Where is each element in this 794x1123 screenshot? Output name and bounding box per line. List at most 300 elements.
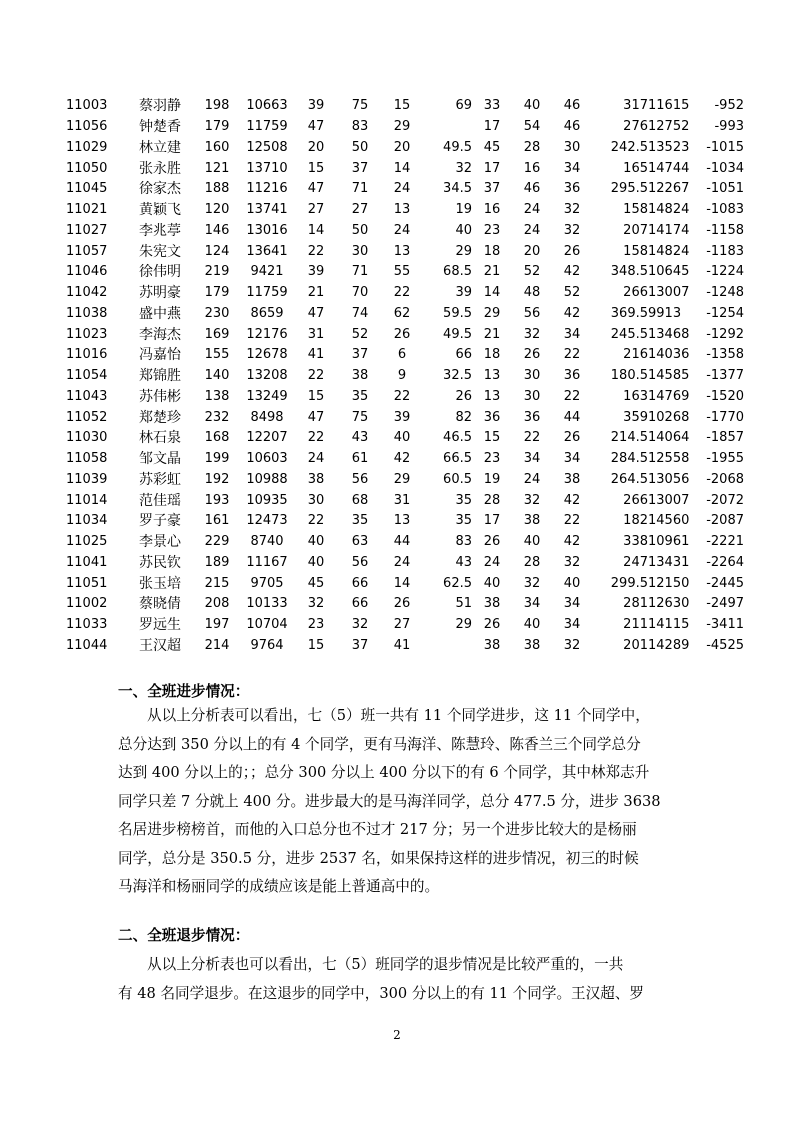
table-row (66, 615, 744, 636)
table-cell: 15 (307, 388, 325, 404)
page-number: 2 (393, 1028, 401, 1042)
table-row (66, 96, 744, 117)
table-cell: 219 (204, 264, 230, 280)
table-cell: 12267 (648, 181, 690, 197)
table-cell: 182 (623, 513, 648, 529)
section2-line: 从以上分析表也可以看出，七（5）班同学的退步情况是比较严重的，一共 (147, 956, 624, 973)
table-row (66, 304, 744, 325)
table-cell: 35 (351, 388, 369, 404)
table-cell: 216 (623, 347, 648, 363)
table-cell: 14174 (648, 222, 690, 238)
table-cell: 52 (351, 326, 369, 342)
table-cell: 11034 (66, 513, 108, 529)
table-cell: -2072 (706, 492, 744, 508)
table-cell: 199 (204, 451, 230, 467)
table-cell: 71 (351, 264, 369, 280)
table-cell: 45 (307, 575, 325, 591)
table-cell: 140 (204, 368, 230, 384)
table-cell: 18 (483, 347, 501, 363)
table-row (66, 449, 744, 470)
table-cell: 14064 (648, 430, 690, 446)
table-cell: 32 (455, 160, 472, 176)
table-cell: -1358 (706, 347, 744, 363)
table-cell: -2264 (706, 554, 744, 570)
table-cell: 71 (351, 181, 369, 197)
table-cell: 214.5 (610, 430, 648, 446)
table-cell: 11759 (246, 119, 288, 135)
table-cell: 林石泉 (139, 430, 181, 447)
table-cell: 李兆葶 (139, 222, 181, 239)
table-cell: 165 (623, 160, 648, 176)
table-cell: 44 (563, 409, 581, 425)
table-cell: 11027 (66, 222, 108, 238)
table-cell: 63 (351, 534, 369, 550)
table-cell: 13 (393, 243, 411, 259)
table-cell: 83 (351, 119, 369, 135)
table-cell: 32 (563, 554, 581, 570)
table-cell: 34 (563, 617, 581, 633)
table-cell: 苏民钦 (139, 554, 181, 571)
table-cell: 24 (523, 202, 541, 218)
table-cell: 62.5 (443, 575, 472, 591)
table-cell: 338 (623, 534, 648, 550)
table-cell: 苏明豪 (139, 285, 181, 302)
table-row (66, 553, 744, 574)
table-cell: -993 (714, 119, 744, 135)
table-row (66, 636, 744, 657)
table-cell: 14824 (648, 202, 690, 218)
table-cell: 15 (393, 98, 411, 114)
table-cell: 13431 (648, 554, 690, 570)
table-cell: 40 (307, 554, 325, 570)
table-cell: 50 (351, 139, 369, 155)
table-cell: 188 (204, 181, 230, 197)
table-cell: 34.5 (443, 181, 472, 197)
table-cell: 34 (563, 160, 581, 176)
table-cell: 155 (204, 347, 230, 363)
table-cell: 22 (393, 388, 411, 404)
table-cell: 36 (483, 409, 501, 425)
table-cell: 37 (351, 637, 369, 653)
table-cell: 32 (563, 202, 581, 218)
table-cell: 王汉超 (139, 637, 181, 654)
table-cell: 22 (563, 513, 581, 529)
table-cell: 14289 (648, 637, 690, 653)
table-cell: 11216 (246, 181, 288, 197)
table-cell: 40 (523, 98, 541, 114)
table-cell: 34 (563, 451, 581, 467)
table-cell: 13710 (246, 160, 288, 176)
table-cell: 罗远生 (139, 617, 181, 634)
table-cell: 37 (351, 160, 369, 176)
section1-line: 从以上分析表可以看出，七（5）班一共有 11 个同学进步，这 11 个同学中， (147, 707, 650, 724)
table-cell: 215 (204, 575, 230, 591)
table-cell: 11021 (66, 202, 108, 218)
table-row (66, 324, 744, 345)
table-cell: 27 (351, 202, 369, 218)
table-cell: 张玉培 (139, 575, 181, 592)
section1-line: 总分达到 350 分以上的有 4 个同学，更有马海洋、陈慧玲、陈香兰三个同学总分 (118, 735, 641, 753)
table-cell: -1183 (706, 243, 744, 259)
table-cell: 22 (307, 513, 325, 529)
table-cell: 13249 (246, 388, 288, 404)
table-cell: 8498 (250, 409, 284, 425)
table-cell: 42 (563, 492, 581, 508)
table-cell: 11056 (66, 119, 108, 135)
table-cell: 55 (393, 264, 411, 280)
table-cell: 13056 (648, 471, 690, 487)
table-cell: 40 (307, 534, 325, 550)
table-cell: 47 (307, 409, 325, 425)
section2-paragraph (118, 951, 678, 1008)
table-cell: 11016 (66, 347, 108, 363)
table-cell: 12473 (246, 513, 288, 529)
table-cell: 23 (307, 617, 325, 633)
table-cell: 13208 (246, 368, 288, 384)
table-cell: 43 (455, 554, 472, 570)
table-cell: 264.5 (610, 471, 648, 487)
table-cell: -1770 (706, 409, 744, 425)
table-cell: 32 (307, 596, 325, 612)
table-cell: 13741 (246, 202, 288, 218)
table-cell: 47 (307, 119, 325, 135)
table-cell: 21 (483, 264, 501, 280)
table-cell: -1377 (706, 368, 744, 384)
table-cell: 13523 (648, 139, 690, 155)
table-cell: 46.5 (443, 430, 472, 446)
table-cell: 27 (307, 202, 325, 218)
table-cell: 317 (623, 98, 648, 114)
table-cell: 28 (483, 492, 501, 508)
table-cell: 14 (483, 285, 501, 301)
table-cell: 160 (204, 139, 230, 155)
table-cell: 242.5 (610, 139, 648, 155)
table-cell: 35 (455, 513, 472, 529)
table-cell: -2221 (706, 534, 744, 550)
table-cell: 41 (393, 637, 411, 653)
table-cell: 180.5 (610, 368, 648, 384)
table-cell: 38 (483, 637, 501, 653)
table-cell: 39 (307, 98, 325, 114)
table-cell: 14560 (648, 513, 690, 529)
table-cell: 14769 (648, 388, 690, 404)
table-cell: 34 (563, 326, 581, 342)
table-cell: 83 (455, 534, 472, 550)
table-cell: 14824 (648, 243, 690, 259)
table-cell: 苏彩虹 (139, 471, 181, 488)
table-cell: 11050 (66, 160, 108, 176)
table-cell: 15 (483, 430, 501, 446)
table-cell: 14 (307, 222, 325, 238)
table-cell: 盛中燕 (139, 305, 181, 322)
table-cell: 21 (483, 326, 501, 342)
score-table-body (66, 96, 744, 656)
table-cell: 69 (455, 98, 472, 114)
table-cell: 214 (204, 637, 230, 653)
table-cell: 284.5 (610, 451, 648, 467)
table-cell: 51 (455, 596, 472, 612)
table-row (66, 200, 744, 221)
table-cell: 徐家杰 (139, 181, 181, 198)
table-cell: 11039 (66, 471, 108, 487)
table-cell: 11167 (246, 554, 288, 570)
table-cell: 179 (204, 285, 230, 301)
table-cell: 11044 (66, 637, 108, 653)
table-cell: 10663 (246, 98, 288, 114)
table-cell: 冯嘉怡 (139, 347, 181, 364)
table-cell: 17 (483, 160, 501, 176)
table-row (66, 221, 744, 242)
table-cell: 26 (563, 243, 581, 259)
table-cell: 35 (455, 492, 472, 508)
table-cell: 13 (393, 513, 411, 529)
table-cell: 281 (623, 596, 648, 612)
table-cell: 49.5 (443, 326, 472, 342)
table-cell: -1520 (706, 388, 744, 404)
table-cell: 11025 (66, 534, 108, 550)
table-cell: 230 (204, 305, 230, 321)
table-cell: -2068 (706, 471, 744, 487)
table-cell: 14585 (648, 368, 690, 384)
table-cell: 163 (623, 388, 648, 404)
table-cell: 21 (307, 285, 325, 301)
table-cell: 52 (563, 285, 581, 301)
table-cell: 罗子豪 (139, 513, 181, 530)
table-cell: 黄颖飞 (139, 202, 181, 219)
table-cell: 56 (351, 554, 369, 570)
table-cell: 24 (523, 222, 541, 238)
table-cell: 120 (204, 202, 230, 218)
table-cell: 32 (563, 637, 581, 653)
table-cell: 34 (523, 451, 541, 467)
table-cell: 10268 (648, 409, 690, 425)
table-cell: 24 (523, 471, 541, 487)
table-cell: 43 (351, 430, 369, 446)
table-cell: 31 (393, 492, 411, 508)
table-cell: 8659 (250, 305, 284, 321)
table-row (66, 262, 744, 283)
table-cell: 张永胜 (139, 160, 181, 177)
table-cell: 11042 (66, 285, 108, 301)
table-cell: 14036 (648, 347, 690, 363)
table-cell: 16 (523, 160, 541, 176)
table-cell: 47 (307, 181, 325, 197)
table-cell: 56 (351, 471, 369, 487)
table-cell: 179 (204, 119, 230, 135)
table-cell: 28 (523, 139, 541, 155)
table-cell: 26 (455, 388, 472, 404)
table-cell: 201 (623, 637, 648, 653)
table-cell: 26 (393, 596, 411, 612)
table-cell: 232 (204, 409, 230, 425)
table-cell: 蔡羽静 (139, 98, 181, 115)
table-cell: 68.5 (443, 264, 472, 280)
table-cell: 30 (307, 492, 325, 508)
table-cell: 30 (523, 388, 541, 404)
table-cell: 9913 (648, 305, 682, 321)
table-row (66, 532, 744, 553)
table-cell: -2087 (706, 513, 744, 529)
table-cell: 11043 (66, 388, 108, 404)
table-cell: 70 (351, 285, 369, 301)
table-cell: 40 (483, 575, 501, 591)
table-cell: 158 (623, 243, 648, 259)
table-cell: 13 (483, 368, 501, 384)
table-cell: 39 (307, 264, 325, 280)
table-cell: 41 (307, 347, 325, 363)
table-cell: 38 (351, 368, 369, 384)
table-cell: 20 (393, 139, 411, 155)
table-cell: -952 (714, 98, 744, 114)
table-cell: 13468 (648, 326, 690, 342)
section2-heading: 二、全班退步情况： (118, 927, 250, 944)
table-cell: 11023 (66, 326, 108, 342)
table-cell: 40 (523, 534, 541, 550)
table-cell: 47 (307, 305, 325, 321)
table-cell: 66 (455, 347, 472, 363)
table-cell: 276 (623, 119, 648, 135)
table-cell: 26 (483, 534, 501, 550)
table-cell: 37 (483, 181, 501, 197)
table-cell: 75 (351, 409, 369, 425)
score-table (66, 96, 744, 656)
table-cell: 徐伟明 (139, 264, 181, 281)
table-cell: 40 (563, 575, 581, 591)
table-cell: 13 (483, 388, 501, 404)
table-cell: 11045 (66, 181, 108, 197)
table-cell: 40 (393, 430, 411, 446)
table-cell: 郑楚珍 (139, 409, 181, 426)
table-cell: 11759 (246, 285, 288, 301)
table-cell: 29 (393, 471, 411, 487)
table-cell: -1158 (706, 222, 744, 238)
table-cell: 27 (393, 617, 411, 633)
table-cell: 22 (307, 243, 325, 259)
table-cell: 207 (623, 222, 648, 238)
table-cell: 10988 (246, 471, 288, 487)
table-cell: 11051 (66, 575, 108, 591)
table-cell: -1857 (706, 430, 744, 446)
table-cell: 11052 (66, 409, 108, 425)
table-cell: 61 (351, 451, 369, 467)
table-cell: 13007 (648, 285, 690, 301)
table-cell: 266 (623, 492, 648, 508)
table-cell: 9421 (250, 264, 284, 280)
table-cell: 11030 (66, 430, 108, 446)
table-cell: 197 (204, 617, 230, 633)
table-cell: 11057 (66, 243, 108, 259)
table-cell: 60.5 (443, 471, 472, 487)
table-cell: 22 (563, 388, 581, 404)
table-cell: 34 (563, 596, 581, 612)
table-cell: 46 (563, 98, 581, 114)
table-cell: 11615 (648, 98, 690, 114)
table-cell: 11046 (66, 264, 108, 280)
table-cell: 23 (483, 451, 501, 467)
table-cell: 范佳瑶 (139, 492, 181, 509)
table-cell: -2445 (706, 575, 744, 591)
table-cell: 12630 (648, 596, 690, 612)
table-cell (422, 636, 472, 657)
table-cell (422, 117, 472, 138)
table-cell: 38 (483, 596, 501, 612)
section2-line: 有 48 名同学退步。在这退步的同学中，300 分以上的有 11 个同学。王汉超、罗 (118, 984, 645, 1002)
table-cell: 24 (393, 554, 411, 570)
table-row (66, 470, 744, 491)
table-cell: 13641 (246, 243, 288, 259)
table-cell: 12678 (246, 347, 288, 363)
table-cell: 14 (393, 160, 411, 176)
table-cell: 24 (307, 451, 325, 467)
table-row (66, 138, 744, 159)
table-row (66, 179, 744, 200)
table-cell: 19 (455, 202, 472, 218)
table-cell: 20 (523, 243, 541, 259)
table-cell: 12176 (246, 326, 288, 342)
table-cell: 229 (204, 534, 230, 550)
table-cell: 钟楚香 (139, 119, 181, 136)
table-cell: 11054 (66, 368, 108, 384)
table-cell: 49.5 (443, 139, 472, 155)
table-cell: 33 (483, 98, 501, 114)
table-cell: 林立建 (139, 139, 181, 156)
table-cell: -1015 (706, 139, 744, 155)
table-cell: 邹文晶 (139, 451, 181, 468)
section1-paragraph (118, 702, 678, 902)
table-cell: 29 (483, 305, 501, 321)
table-cell: 48 (523, 285, 541, 301)
table-cell: 23 (483, 222, 501, 238)
table-cell: 6 (397, 347, 407, 363)
table-cell: 169 (204, 326, 230, 342)
table-cell: -1248 (706, 285, 744, 301)
table-cell: 12150 (648, 575, 690, 591)
table-cell: 56 (523, 305, 541, 321)
table-cell: 38 (563, 471, 581, 487)
table-cell: -1051 (706, 181, 744, 197)
table-cell: 15 (307, 160, 325, 176)
table-cell: 16 (483, 202, 501, 218)
table-cell: 22 (393, 285, 411, 301)
table-cell: 29 (455, 617, 472, 633)
section1-line: 马海洋和杨丽同学的成绩应该是能上普通高中的。 (118, 878, 440, 895)
table-cell: 247 (623, 554, 648, 570)
table-cell: 11058 (66, 451, 108, 467)
table-cell: 38 (523, 513, 541, 529)
table-cell: 348.5 (610, 264, 648, 280)
table-cell: -1083 (706, 202, 744, 218)
table-row (66, 573, 744, 594)
table-cell: 30 (563, 139, 581, 155)
table-cell: 朱宪文 (139, 243, 181, 260)
table-cell: 168 (204, 430, 230, 446)
table-cell: 32 (523, 575, 541, 591)
table-cell: 45 (483, 139, 501, 155)
table-cell: 74 (351, 305, 369, 321)
table-cell: -4525 (706, 637, 744, 653)
section1-line: 名居进步榜榜首，而他的入口总分也不过才 217 分；另一个进步比较大的是杨丽 (118, 821, 637, 838)
section1-line: 达到 400 分以上的；；总分 300 分以上 400 分以下的有 6 个同学，其中林郑志升 (118, 764, 650, 781)
table-cell: 36 (523, 409, 541, 425)
table-cell: 10645 (648, 264, 690, 280)
table-cell: 15 (307, 637, 325, 653)
table-cell: 30 (523, 368, 541, 384)
table-cell: 11003 (66, 98, 108, 114)
table-row (66, 490, 744, 511)
table-cell: 44 (393, 534, 411, 550)
table-cell: -1292 (706, 326, 744, 342)
table-cell: 39 (455, 285, 472, 301)
